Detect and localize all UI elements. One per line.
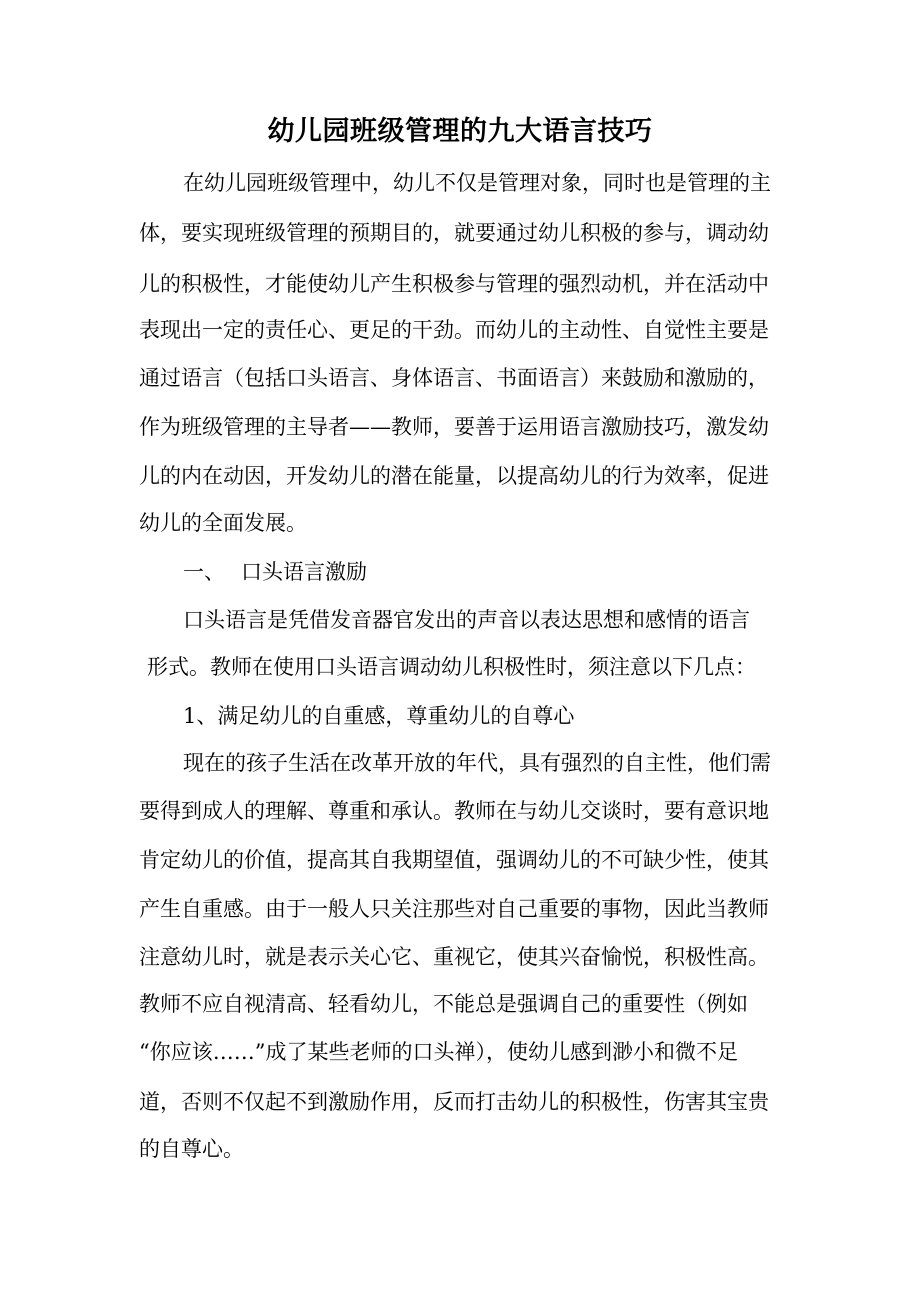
paragraph-line: 在幼儿园班级管理中，幼儿不仅是管理对象，同时也是管理的主 xyxy=(183,171,771,195)
subsection-heading: 1、满足幼儿的自重感，尊重幼儿的自尊心 xyxy=(183,704,575,728)
paragraph-line: “你应该……”成了某些老师的口头禅），使幼儿感到渺小和微不足 xyxy=(139,1040,738,1064)
paragraph-line: 儿的积极性，才能使幼儿产生积极参与管理的强烈动机，并在活动中 xyxy=(139,272,769,296)
paragraph-line: 作为班级管理的主导者——教师，要善于运用语言激励技巧，激发幼 xyxy=(139,415,769,439)
paragraph-line: 口头语言是凭借发音器官发出的声音以表达思想和感情的语言 xyxy=(183,608,750,632)
paragraph-line: 儿的内在动因，开发幼儿的潜在能量，以提高幼儿的行为效率，促进 xyxy=(139,464,769,488)
paragraph-line: 现在的孩子生活在改革开放的年代，具有强烈的自主性，他们需 xyxy=(183,751,771,775)
section-number: 一、 xyxy=(183,560,225,584)
section-title: 口头语言激励 xyxy=(241,560,367,584)
paragraph-line: 体，要实现班级管理的预期目的，就要通过幼儿积极的参与，调动幼 xyxy=(139,221,769,245)
paragraph-line: 通过语言（包括口头语言、身体语言、书面语言）来鼓励和激励的， xyxy=(139,366,769,390)
paragraph-line: 教师不应自视清高、轻看幼儿，不能总是强调自己的重要性（例如 xyxy=(139,992,748,1016)
document-title: 幼儿园班级管理的九大语言技巧 xyxy=(267,116,653,147)
paragraph-line: 产生自重感。由于一般人只关注那些对自己重要的事物，因此当教师 xyxy=(139,897,769,921)
paragraph-line: 肯定幼儿的价值，提高其自我期望值，强调幼儿的不可缺少性，使其 xyxy=(139,848,769,872)
paragraph-line: 形式。教师在使用口头语言调动幼儿积极性时，须注意以下几点： xyxy=(147,655,756,679)
paragraph-line: 道，否则不仅起不到激励作用，反而打击幼儿的积极性，伤害其宝贵 xyxy=(139,1090,769,1114)
paragraph-line: 要得到成人的理解、尊重和承认。教师在与幼儿交谈时，要有意识地 xyxy=(139,799,769,823)
paragraph-line: 幼儿的全面发展。 xyxy=(139,511,307,535)
paragraph-line: 表现出一定的责任心、更足的干劲。而幼儿的主动性、自觉性主要是 xyxy=(139,318,769,342)
paragraph-line: 的自尊心。 xyxy=(139,1137,244,1161)
paragraph-line: 注意幼儿时，就是表示关心它、重视它，使其兴奋愉悦，积极性高。 xyxy=(139,945,769,969)
